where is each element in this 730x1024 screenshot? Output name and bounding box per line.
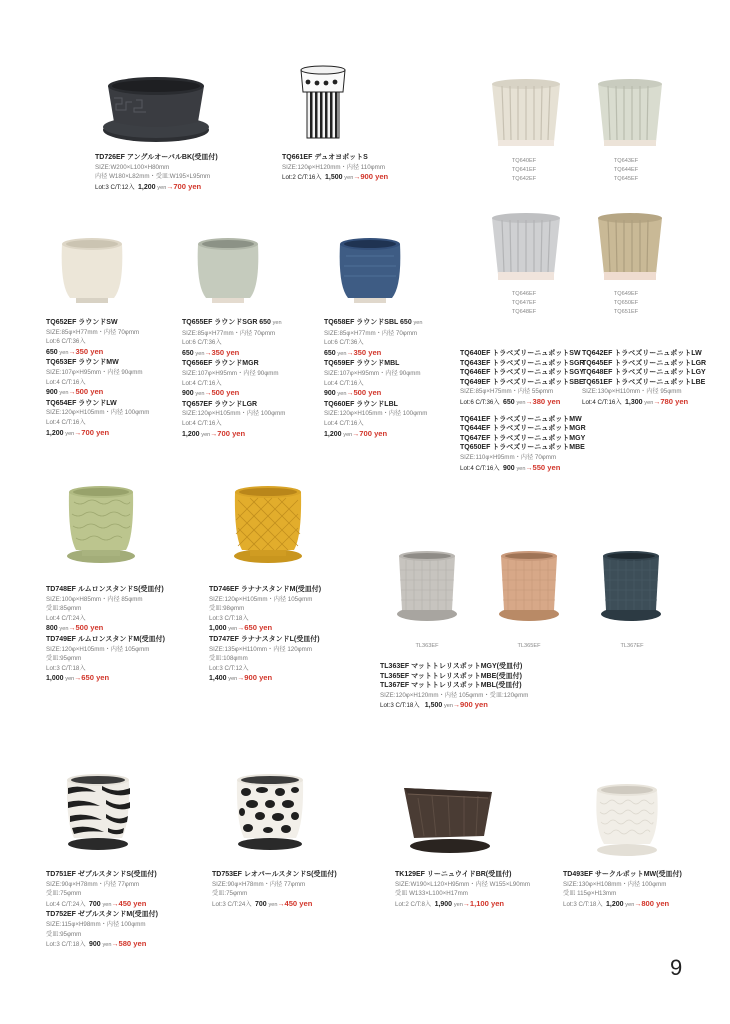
product-td753: TD753EF レオパールスタンドS(受皿付) SIZE:90φ×H78mm・内径 77φmm 受皿:75φmm Lot:3 C/T:24入 700 yen→450 yen: [212, 871, 337, 908]
zebra-stand-pot-image: [62, 772, 134, 854]
round-pot-gray-green-image: [192, 236, 264, 306]
ananas-stand-pot-image: [228, 484, 308, 568]
caption-tq649-group: TQ649EF TQ650EF TQ651EF: [613, 291, 639, 315]
caption-tq640-group: TQ640EF TQ641EF TQ642EF: [511, 158, 537, 182]
product-traverse-large: TQ642EF トラベズリーニュポットLW TQ645EF トラベズリーニュポットLGR TQ648EF トラベズリーニュポットLGY TQ651EF トラベズリーニュポットLBE SIZE:130φ×H110mm・内径 95φmm Lot:4 C/T:16入 1,300 yen→780 yen: [582, 350, 707, 406]
product-td726: TD726EF アングルオーバルBK(受皿付) SIZE:W200×L100×H80mm 内径 W180×L82mm・受皿:W195×L95mm Lot:3 C/T:12入 1,200 yen→700 yen: [95, 154, 218, 191]
caption-tq643-group: TQ643EF TQ644EF TQ645EF: [613, 158, 639, 182]
traverse-pot-gray-image: [488, 212, 564, 284]
angle-oval-pot-image: [100, 70, 212, 148]
product-traverse-small: TQ640EF トラベズリーニュポットSW TQ643EF トラベズリーニュポットSGR TQ646EF トラベズリーニュポットSGY TQ649EF トラベズリーニュポットSBE SIZE:85φ×H75mm・内径 55φmm Lot:6 C/T:36入 650 yen→380 yen TQ641EF トラベズリーニュポットMW TQ644EF トラベズリーニュポットMGR TQ647EF トラベズリーニュポットMGY TQ650EF トラベズリーニュポットMBE SIZE:110φ×H95mm・内径 70φmm Lot:4 C/T:16入 900 yen→550 yen: [460, 350, 586, 472]
page-number: 9: [670, 955, 683, 980]
product-td748: TD748EF ルムロンスタンドS(受皿付) SIZE:100φ×H85mm・内径 85φmm 受皿:85φmm Lot:4 C/T:24入 800 yen→500 yen TD749EF ルムロンスタンドM(受皿付) SIZE:120φ×H105mm・内径 105φmm 受皿:95φmm Lot:3 C/T:18入 1,000 yen→650 yen: [46, 586, 165, 683]
traverse-pot-beige-image: [594, 212, 666, 284]
round-pot-blue-image: [334, 236, 406, 306]
product-tq661: TQ661EF デュオヨポットS SIZE:120φ×H120mm・内径 110φmm Lot:2 C/T:16入 1,500 yen→900 yen: [282, 154, 389, 182]
caption-tl367: TL367EF: [620, 643, 644, 649]
duo-pot-image: [298, 62, 348, 142]
round-pot-white-image: [56, 236, 128, 306]
product-round-white: TQ652EF ラウンドSW SIZE:85φ×H77mm・内径 70φmm Lot:6 C/T:36入 650 yen→350 yen TQ653EF ラウンドMW SIZE:107φ×H95mm・内径 90φmm Lot:4 C/T:16入 900 yen→500 yen TQ654EF ラウンドLW SIZE:120φ×H105mm・内径 100φmm Lot:4 C/T:16入 1,200 yen→700 yen: [46, 319, 150, 437]
product-td751: TD751EF ゼブルスタンドS(受皿付) SIZE:90φ×H78mm・内径 77φmm 受皿:75φmm Lot:4 C/T:24入 700 yen→450 yen TD752EF ゼブルスタンドM(受皿付) SIZE:115φ×H98mm・内径 100φmm 受皿:95φmm Lot:3 C/T:18入 900 yen→580 yen: [46, 871, 158, 949]
traverse-pot-gray-green-image: [594, 78, 666, 150]
caption-tq646-group: TQ646EF TQ647EF TQ648EF: [511, 291, 537, 315]
product-td746: TD746EF ラナナスタンドM(受皿付) SIZE:120φ×H105mm・内径 105φmm 受皿:98φmm Lot:3 C/T:18入 1,000 yen→650 yen TD747EF ラナナスタンドL(受皿付) SIZE:135φ×H110mm・内径 120φmm 受皿:108φmm Lot:3 C/T:12入 1,400 yen→900 yen: [209, 586, 322, 683]
product-td493: TD493EF サークルポットMW(受皿付) SIZE:130φ×H108mm・内径 100φmm 受皿 115φ×H13mm Lot:3 C/T:18入 1,200 yen→800 yen: [563, 871, 682, 908]
trellis-pot-gray-image: [394, 550, 460, 626]
caption-tl363: TL363EF: [415, 643, 439, 649]
caption-tl365: TL365EF: [517, 643, 541, 649]
product-trellis: TL363EF マットトレリスポットMGY(受皿付) TL365EF マットトレリスポットMBE(受皿付) TL367EF マットトレリスポットMBL(受皿付) SIZE:120φ×H120mm・内径 105φmm・受皿:120φmm Lot:3 C/T:18入 1,500 yen→900 yen: [380, 663, 529, 710]
trellis-pot-blue-image: [598, 550, 664, 626]
circle-pot-image: [592, 780, 662, 860]
trellis-pot-beige-image: [496, 550, 562, 626]
product-round-blue: TQ658EF ラウンドSBL 650 yen SIZE:85φ×H77mm・内径 70φmm Lot:6 C/T:36入 650 yen→350 yen TQ659EF ラウンドMBL SIZE:107φ×H95mm・内径 90φmm Lot:4 C/T:16入 900 yen→500 yen TQ660EF ラウンドLBL SIZE:120φ×H105mm・内径 100φmm Lot:4 C/T:16入 1,200 yen→700 yen: [324, 319, 428, 438]
ligne-wide-pot-image: [398, 778, 498, 858]
product-tk129: TK129EF リーニュウイドBR(受皿付) SIZE:W190×L120×H95mm・内径 W155×L90mm 受皿 W133×L100×H17mm Lot:2 C/T:8入 1,900 yen→1,100 yen: [395, 871, 530, 908]
traverse-pot-white-image: [488, 78, 564, 150]
product-round-gray-green: TQ655EF ラウンドSGR 650 yen SIZE:85φ×H77mm・内径 70φmm Lot:6 C/T:36入 650 yen→350 yen TQ656EF ラウンドMGR SIZE:107φ×H95mm・内径 90φmm Lot:4 C/T:16入 900 yen→500 yen TQ657EF ラウンドLGR SIZE:120φ×H105mm・内径 100φmm Lot:4 C/T:16入 1,200 yen→700 yen: [182, 319, 286, 438]
rumlon-stand-pot-image: [62, 484, 140, 568]
leopard-stand-pot-image: [232, 772, 308, 854]
